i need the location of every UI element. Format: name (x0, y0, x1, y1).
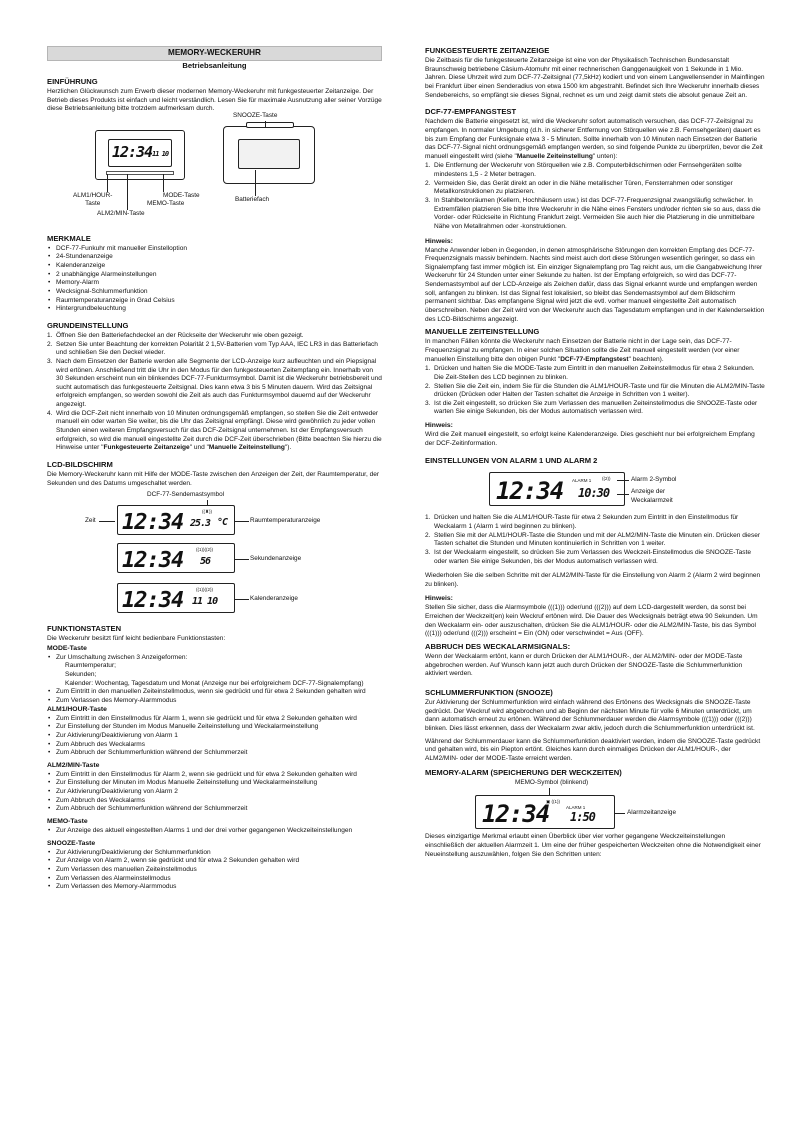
alarm-display-label: Alarmzeitanzeige (627, 809, 677, 817)
list-item: • Wecksignal-Schlummerfunktion (47, 288, 382, 297)
alarm-symbols-icon: ((1))((2)) (196, 587, 213, 593)
list-item: • Zum Eintritt in den Einstellmodus für Alarm 2, wenn sie gedrückt und für etwa 2 Sekunden gehalten wird (47, 771, 382, 780)
left-column (47, 46, 382, 892)
lcd-temp: 25.3 (190, 518, 211, 530)
manual-text: In manchen Fällen könnte die Weckeruhr nach Einsetzen der Batterie nicht in der Lage sein, das DCF-77-Frequenzsignal zu empfangen. In einer solchen Situation sollte die Zeit manuell eingestellt werden (vor einer manuellen Einstellung bitte den obigen Punkt "DCF-77-Empfangstest" beachten). (425, 338, 740, 363)
memory-alarm-tag: ALARM 1 (566, 805, 586, 811)
list-item: • Raumtemperaturanzeige in Grad Celsius (47, 297, 382, 306)
manual-list (425, 365, 765, 417)
snooze-bar (246, 122, 294, 128)
battery-line (255, 170, 256, 196)
alarm-lcd-time: 12:34 (496, 477, 564, 506)
alm2-key-list (47, 771, 382, 814)
snooze-text-1: Zur Aktivierung der Schlummerfunktion wird einfach während des Ertönens des Wecksignals die SNOOZE-Taste gedrückt. Der Weckruf wird abgebrochen und ab Beginn der nächsten Minute für volle 6 Minuten unterdrückt, um dann automatisch erneut zu ertönen. Während der Schlummerdauer werden die Alarmsymbole (((1))) oder (((2))) blinken. Dies lässt erkennen, dass der Weckalarm zwar aktiv, jedoch durch die Schlummerfunktion unterdrückt ist. (425, 698, 755, 732)
time-line (99, 521, 115, 522)
list-item: • Zum Eintritt in den Einstellmodus für Alarm 1, wenn sie gedrückt und für etwa 2 Sekunden gehalten wird (47, 715, 382, 724)
memory-lcd-time: 12:34 (482, 800, 550, 829)
clock-front-illustration (95, 130, 185, 180)
mode-line (163, 174, 164, 192)
list-item: • Hintergrundbeleuchtung (47, 305, 382, 314)
doc-title: MEMORY-WECKERUHR (47, 46, 382, 61)
list-item: • Zur Einstellung der Stunden im Modus Manuelle Zeiteinstellung und Weckalarmeinstellung (47, 723, 382, 732)
alarm-lcd-display (489, 472, 625, 506)
alm1-line (107, 174, 108, 192)
temp-label: Raumtemperaturanzeige (250, 517, 321, 525)
alarm-tag: ALARM 1 (572, 478, 592, 484)
abort-heading: ABBRUCH DES WECKALARMSIGNALS: (425, 642, 571, 651)
list-item: • Zum Verlassen des Memory-Alarmmodus (47, 697, 382, 706)
lcd-temp-display (117, 505, 235, 535)
doc-subtitle: Betriebsanleitung (182, 60, 247, 70)
alarm2-symbol-label: Alarm 2-Symbol (631, 476, 677, 484)
list-item: 3. Ist der Weckalarm eingestellt, so drücken Sie zum Verlassen des Weckzeit-Einstellmodus die SNOOZE-Taste oder warten Sie einige Sekunden, bis der Modus automatisch verlassen wird. (425, 548, 752, 565)
list-item: • Zur Umschaltung zwischen 3 Anzeigeformen: Raumtemperatur; Sekunden; Kalender: Wochentag, Tagesdatum und Monat (Anzeige nur bei erfolgreichem DCF-77-Signalempfang) (47, 654, 382, 689)
snooze-key-heading: SNOOZE-Taste (47, 839, 96, 847)
lcd-time: 12:34 (122, 548, 184, 574)
list-item: • Zum Abbruch der Schlummerfunktion während der Schlummerzeit (47, 749, 382, 758)
list-item: • Zum Verlassen des manuellen Zeiteinstellmodus (47, 866, 382, 875)
hint1-text: Manche Anwender leben in Gegenden, in denen atmosphärische Störungen den korrekten Empfang des DCF-77-Frequenzsignals massiv behindern. Nachts sind meist auch dort diese Störungen wesentlich geringer, so dass ein Signalempfang fast immer möglich ist. Ein einziger Signalempfang pro Tag reicht aus, um die Gangabweichung Ihrer Weckeruhr für 24 Stunden unter einer Sekunde zu halten. Ist der Empfang erfolgreich, so wird das DCF-77-Sendemastsymbol auf der LCD-Anzeige als Zeichen dafür, dass das Signal erkannt wurde und empfangen werden soll, anfangen zu blinken. Ist das Signal fest lokalisiert, so bleibt das Sendemastsymbol auf dem Bildschirm permanent sichtbar. Das empfangene Signal wird jetzt die evtl. vorher manuell eingestellte Zeit automatisch überschreiben. Neben der Zeit wird von der Weckeruhr auch das Tagesdatum empfangen und in der Kalendersektion des LCD-Bildschirms angezeigt. (425, 246, 765, 323)
snooze-key-label: SNOOZE-Taste (233, 111, 278, 119)
alarm-list (425, 514, 765, 566)
list-item: • 24-Stundenanzeige (47, 253, 382, 262)
lcd-figure (47, 491, 382, 617)
dcf-tower-icon: ((♜)) (202, 509, 213, 515)
list-item: 1. Die Entfernung der Weckeruhr von Störquellen wie z.B. Computerbildschirmen oder Fernsehgeräten sollte mindestens 1,5 - 2 Meter betragen. (425, 162, 742, 179)
features-heading: MERKMALE (47, 233, 91, 243)
alarm2-symbol-line (617, 480, 629, 481)
list-item: • Memory-Alarm (47, 279, 382, 288)
radio-text: Die Zeitbasis für die funkgesteuerte Zeitanzeige ist eine von der Physikalisch Technischen Bundesanstalt Braunschweig betriebene Cäsium-Atomuhr mit einer rechnerischen Ganggenauigkeit von 1 Sekunde in 1 Mio. Jahren. Diese Uhrzeit wird zum DCF-77-Zeitsignal (77,5kHz) kodiert und von einem Langwellensender in Mainflingen bei Frankfurt über einen Senderadius von etwa 1500 km abgestrahlt. Befindet sich Ihre Weckeruhr innerhalb dieses Sendebereichs, so empfängt sie dieses Signal, rechnet es um und zeigt damit stets die absolut genaue Zeit an. (425, 57, 765, 99)
battery-compartment (238, 139, 300, 169)
list-item: 2. Stellen Sie mit der ALM1/HOUR-Taste die Stunden und mit der ALM2/MIN-Taste die Minuten ein. Drücken dieser Tasten schaltet die Stunden und Minuten kontinuierlich in Schritten von 1 weiter. (425, 531, 761, 548)
list-item: • Zum Abbruch des Weckalarms (47, 797, 382, 806)
list-item: • Kalenderanzeige (47, 262, 382, 271)
lcd-seconds-display (117, 543, 235, 573)
snooze-line (265, 121, 266, 127)
memo-key-heading: MEMO-Taste (47, 818, 88, 826)
list-item: • Zum Abbruch der Schlummerfunktion während der Schlummerzeit (47, 805, 382, 814)
hint2-heading: Hinweis: (425, 422, 453, 430)
mode-key-heading: MODE-Taste (47, 644, 87, 652)
wake-time-label-a: Anzeige der (631, 488, 666, 496)
snooze-text-2: Während der Schlummerdauer kann die Schlummerfunktion deaktiviert werden, indem die SNOOZE-Taste gedrückt und gehalten wird, bis ein Piepton ertönt. Gleiches kann durch einmaliges Drücken der ALM1/HOUR-, der ALM2/MIN- oder der MODE-Taste erreicht werden. (425, 737, 761, 762)
seconds-line (235, 559, 249, 560)
memory-lcd-display (475, 795, 615, 829)
snooze-key-list (47, 849, 382, 892)
keys-text: Die Weckeruhr besitzt fünf leicht bedienbare Funktionstasten: (47, 635, 226, 643)
list-item: 2. Vermeiden Sie, das Gerät direkt an oder in die Nähe metallischer Türen, Fensterrahmen oder sonstiger Metallkonstruktionen zu platzieren. (425, 179, 733, 196)
alm2-key-label: ALM2/MIN-Taste (97, 209, 145, 217)
alm1-key-label: ALM1/HOUR- Taste (73, 191, 113, 208)
lcd-text: Die Memory-Weckeruhr kann mit Hilfe der MODE-Taste zwischen den Anzeigen der Zeit, der Raumtemperatur, der Sekunden und des Datums umgeschaltet werden. (47, 470, 380, 487)
radio-heading: FUNKGESTEUERTE ZEITANZEIGE (425, 46, 550, 55)
list-item: • Zum Abbruch des Weckalarms (47, 741, 382, 750)
list-item: 3. In Stahlbetonräumen (Kellern, Hochhäusern usw.) ist das DCF-77-Frequenzsignal zwangsläufig schwächer. In Extremfällen platzieren Sie bitte Ihre Weckeruhr in die Nähe eines Fensters und/oder richten sie so aus, dass die Vorder- oder Rückseite in Richtung Frankfurt zeigt. Vermeiden Sie auch hier die Platzierung in die unmittelbare Nähe von Metallrahmen oder -konstruktionen. (425, 197, 761, 230)
lcd-date: 11 10 (192, 596, 218, 608)
list-item: • Zur Anzeige des aktuell eingestellten Alarms 1 und der drei vorher gegangenen Weckzeiteinstellungen (47, 827, 382, 836)
abort-text: Wenn der Weckalarm ertönt, kann er durch Drücken der ALM1/HOUR-, der ALM2/MIN- oder der MODE-Taste abgebrochen werden. Auf Wunsch kann jetzt auch durch Drücken der SNOOZE-Taste die Schlummerfunktion aktiviert werden. (425, 653, 743, 678)
seconds-label: Sekundenanzeige (250, 555, 302, 563)
lcd-time: 12:34 (122, 510, 184, 536)
list-item: • Zur Anzeige von Alarm 2, wenn sie gedrückt und für etwa 2 Sekunden gehalten wird (47, 857, 382, 866)
alm2-line (127, 174, 128, 210)
alarm2-icon: ((2)) (602, 476, 611, 482)
manual-heading: MANUELLE ZEITEINSTELLUNG (425, 327, 540, 337)
alarm-display-line (615, 813, 625, 814)
list-item: • Zur Einstellung der Minuten im Modus Manuelle Zeiteinstellung und Weckalarmeinstellung (47, 779, 382, 788)
right-column (425, 46, 765, 860)
list-item: • Zur Aktivierung/Deaktivierung der Schlummerfunktion (47, 849, 382, 858)
temp-line (235, 521, 249, 522)
list-item: • Zur Aktivierung/Deaktivierung von Alarm 1 (47, 732, 382, 741)
setup-heading: GRUNDEINSTELLUNG (47, 320, 129, 330)
list-item: 1. Drücken und halten Sie die MODE-Taste zum Eintritt in den manuellen Zeiteinstellmodus für etwa 2 Sekunden. Die Zeit-Stellen des LCD beginnen zu blinken. (425, 365, 755, 381)
alarm-lcd-wake-time: 10:30 (578, 486, 610, 501)
snooze-heading: SCHLUMMERFUNKTION (SNOOZE) (425, 687, 553, 697)
lcd-heading: LCD-BILDSCHIRM (47, 459, 113, 469)
alm1-key-heading: ALM1/HOUR-Taste (47, 705, 107, 713)
list-item: • DCF-77-Funkuhr mit manueller Einstelloption (47, 245, 382, 254)
calendar-line (235, 599, 249, 600)
hint2-text: Wird die Zeit manuell eingestellt, so erfolgt keine Kalenderanzeige. Dies geschieht nur bei erfolgreichem Empfang der DCF-Zeitinformation. (425, 431, 755, 447)
lcd-time: 12:34 (122, 588, 184, 614)
lcd-temp-unit: °C (217, 517, 228, 529)
list-item: • Zum Verlassen des Alarmeinstellmodus (47, 875, 382, 884)
mode-key-label: MODE-Taste (163, 191, 200, 199)
battery-label: Batteriefach (235, 195, 270, 203)
device-figure (47, 111, 382, 230)
test-list (425, 162, 765, 231)
list-item: • Zur Aktivierung/Deaktivierung von Alarm 2 (47, 788, 382, 797)
setup-list (47, 332, 382, 453)
clock-back-illustration (223, 126, 315, 184)
alarm-figure (425, 468, 765, 512)
alarm-repeat-text: Wiederholen Sie die selben Schritte mit der ALM2/MIN-Taste für die Einstellung von Alarm 2 (Alarm 2 wird beginnen zu blinken). (425, 572, 761, 588)
lcd-calendar-display (117, 583, 235, 613)
keys-heading: FUNKTIONSTASTEN (47, 624, 122, 634)
lcd-seconds: 56 (200, 556, 211, 568)
memo-key-list (47, 827, 382, 836)
alarm-symbols-icon: ((1))((2)) (196, 547, 213, 553)
alarm-heading: EINSTELLUNGEN VON ALARM 1 UND ALARM 2 (425, 456, 598, 466)
list-item: 1. Öffnen Sie den Batteriefachdeckel an der Rückseite der Weckeruhr wie oben gezeigt. (47, 331, 304, 339)
list-item: 4. Wird die DCF-Zeit nicht innerhalb von 10 Minuten ordnungsgemäß empfangen, so stellen Sie die Zeit entweder manuell ein oder warten Sie weiter, bis die Uhr das Zeitsignal empfängt. Diese wird gewöhnlich zu jeder vollen Stunden einen weiteren Empfangsversuch für das DCF-Zeitsignal unternehmen. Ist der Empfangsversuch erfolgreich, so wird die manuell eingestellte Zeit durch die DCF-Zeit überschrieben (Bitte beachten Sie hierzu die Hinweise unter "Funkgesteuerte Zeitanzeige" und "Manuelle Zeiteinstellung"). (47, 409, 382, 452)
alm2-key-heading: ALM2/MIN-Taste (47, 761, 100, 769)
list-item: 2. Stellen Sie die Zeit ein, indem Sie für die Stunden die ALM1/HOUR-Taste und für die Minuten die ALM2/MIN-Taste drücken (Drücken oder Halten der Tasten schaltet die Anzeige in Schritten von 1 weiter). (425, 382, 765, 399)
front-time: 12:34 (112, 142, 153, 161)
list-item: 3. Nach dem Einsetzen der Batterie werden alle Segmente der LCD-Anzeige kurz aufleuchten und ein Piepsignal wird ertönen. Anschließend tritt die Uhr in den Modus für den funkgesteuerten Zeitempfang ein. Innerhalb von 30 Sekunden erscheint nun ein blinkendes DCF-77-Funkturmsymbol. Damit ist die Weckeruhr betriebsbereit und sucht automatisch das funkgesteuerte Zeitsignal. Dies kann etwa 3 bis 5 Minuten dauern. Wird das Zeitsignal erfolgreich empfangen, so werden sowohl die Zeit als auch das Funkturmsymbol dauernd auf der Weckeruhr angezeigt. (47, 357, 382, 409)
memory-heading: MEMORY-ALARM (SPEICHERUNG DER WECKZEITEN) (425, 768, 622, 778)
memory-lcd-alarm-time: 1:50 (570, 810, 595, 825)
list-item: 3. Ist die Zeit eingestellt, so drücken Sie zum Verlassen des manuellen Zeiteinstellmodus die SNOOZE-Taste oder warten Sie einige Sekunden, bis der Modus automatisch verlassen wird. (425, 399, 758, 416)
front-date: 11 10 (152, 149, 169, 158)
dcf-symbol-label: DCF-77-Sendemastsymbol (147, 491, 225, 499)
clock-front-screen (108, 139, 172, 167)
alm1-key-list (47, 715, 382, 758)
intro-heading: EINFÜHRUNG (47, 76, 98, 86)
test-heading: DCF-77-EMPFANGSTEST (425, 107, 517, 117)
intro-text: Herzlichen Glückwunsch zum Erwerb dieser modernen Memory-Weckeruhr mit funkgesteuerter Zeitanzeige. Der Betrieb dieses Produkts ist einfach und leicht verständlich. Lesen Sie für maximale Ausnutzung aller seiner Vorzüge diese Betriebsanleitung bitte trotzdem aufmerksam durch. (47, 87, 382, 113)
calendar-label: Kalenderanzeige (250, 595, 298, 603)
test-text: Nachdem die Batterie eingesetzt ist, wird die Weckeruhr sofort automatisch versuchen, das DCF-77-Zeitsignal zu empfangen. In normaler Umgebung (d.h. in sicherer Entfernung von Störquellen wie z.B. Fernsehgeräten) dauert es bis zum Empfang der Funksignale etwa 3 - 5 Minuten. Sollte innerhalb von 10 Minuten nach Einsetzen der Batterie das DCF-77-Signal nicht ordnungsgemäß empfangen werden, so sind folgende Punkte zu überprüfen, bevor die Zeit manuell eingestellt wird (siehe "Manuelle Zeiteinstellung" unten): (425, 118, 763, 160)
list-item: 1. Drücken und halten Sie die ALM1/HOUR-Taste für etwa 2 Sekunden zum Eintritt in den Einstellmodus für Weckalarm 1 (Alarm 1 wird beginnen zu blinken). (425, 514, 739, 530)
list-item: • Zum Eintritt in den manuellen Zeiteinstellmodus, wenn sie gedrückt und für etwa 2 Sekunden gehalten wird (47, 688, 382, 697)
hint3-text: Stellen Sie sicher, dass die Alarmsymbole (((1))) oder/und (((2))) auf dem LCD-dargestellt werden, da sonst bei Erreichen der Weckzeit(en) kein Weckruf ertönen wird. Die Dauer des Wecksignals beträgt etwa 90 Sekunden. Um den Weckalarm ein- oder auszuschalten, drücken Sie die ALM1/HOUR- oder die ALM2/MIN-Taste, bis das Symbol (((1))) oder/und (((2))) erscheint = Ein (ON) oder verschwindet = Aus (OFF). (425, 604, 758, 638)
memory-figure (425, 779, 765, 831)
features-list (47, 245, 382, 314)
time-label: Zeit (85, 517, 96, 525)
hint3-heading: Hinweis: (425, 595, 453, 603)
memory-text: Dieses einzigartige Merkmal erlaubt einen Überblick über vier vorher gegangene Weckzeiteinstellungen einschließlich der aktuellen Alarmzeit 1. Um eine der früher gespeicherten Weckzeiten ohne die Notwendigkeit einer Neueinstellung auszuwählen, folgen Sie den Schritten unten: (425, 833, 761, 858)
wake-time-line (617, 494, 629, 495)
list-item: 2. Setzen Sie unter Beachtung der korrekten Polarität 2 1,5V-Batterien vom Typ AAA, IEC LR3 in das Batteriefach und schließen Sie den Deckel wieder. (47, 340, 378, 357)
memo-symbol-label: MEMO-Symbol (blinkend) (515, 779, 589, 787)
wake-time-label-b: Weckalarmzeit (631, 497, 673, 505)
mode-key-list (47, 654, 382, 706)
list-item: • 2 unabhängige Alarmeinstellungen (47, 271, 382, 280)
memo-icon: ▣ ((1)) (546, 799, 560, 805)
hint1-heading: Hinweis: (425, 237, 453, 245)
memo-key-label: MEMO-Taste (147, 199, 185, 207)
list-item: • Zum Verlassen des Memory-Alarmmodus (47, 883, 382, 892)
